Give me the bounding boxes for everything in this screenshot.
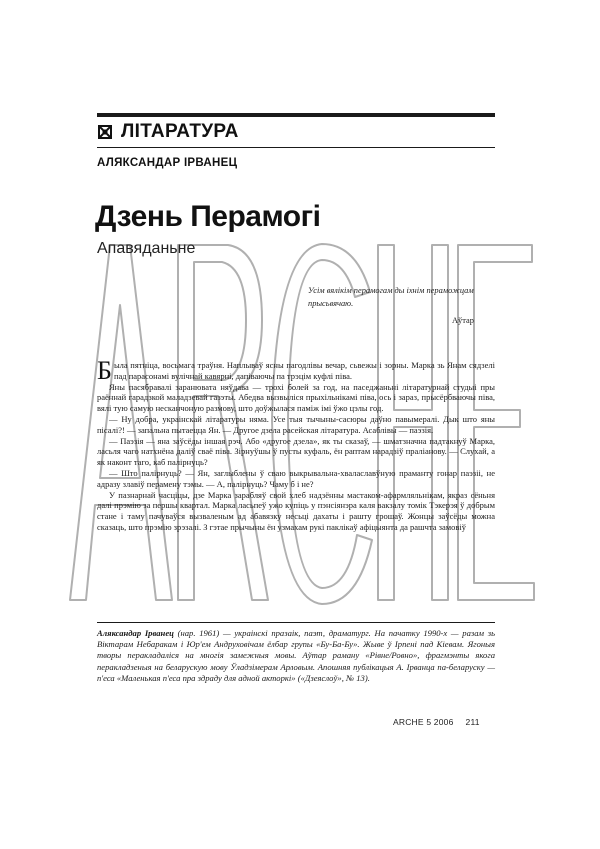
paragraph: Яны пасябравалі заранювата няўдава — трохі болей за год, на паседжаньні літаратурнай студыі пры раённай гарадзкой маладзевай газэты. Абедва вызвыліся прыхільнікамі піва, ось і зараз, прысёрбваючы піва, вялі тую самую несканчоную размову, што доўжылася паміж імі ўжо цэлы год. [97, 381, 495, 414]
page-number: 211 [465, 717, 480, 727]
author-bio [97, 628, 495, 684]
article-body [97, 356, 495, 533]
paragraph: — Ну добра, украінскай літаратуры няма. Усе тыя тычыны-сасюры даўно павымералі. Дык што яны пісалі?! — запальна пытаецца Ян. — Другое дзела расейская літаратура. Асаблівы — паэзія. [97, 413, 495, 435]
epigraph: Усім вялікім перамогам ды іхнім пераможцам прысьвячаю. [308, 286, 474, 308]
bio-author-name: Аляксандар Ірванец [97, 628, 174, 638]
section-header [97, 120, 239, 144]
paragraph-text: ыла пятніца, восьмага траўня. Наплываў ясны пагодлівы вечар, сьвежы і зорны. Марка зь Янам сядзелі пад парасонамі вулічнай кавярні, дапіваючы па трэцім куфлі піва. [113, 360, 495, 381]
paragraph: — Што палірнуць? — Ян, заглыблены ў сваю выкрывальна-хвалаславўную праманту гонар паэзіі, не адразу злавіў перамену тэмы. — А, палірнуць? Чаму б і не? [97, 467, 495, 489]
bio-text: (нар. 1961) — украінскі празаік, паэт, драматург. На пачатку 1990-х — разам зь Віктарам Небаракам і Юр'ем Андруховічам ёлбар групы «Бу-Ба-Бу». Жыве ў Ірпені пад Кіевам. Ягоныя творы перакладаліся на многія замежныя мовы. Аўтар раману «Рівне/Ровно», фрагмэнты якога перакладзеныя на беларускую мову Ўладзімерам Арловым. Апошняя публікацыя А. Ірванца па-беларуску — п'еса «Маленькая п'еса пра здраду для адной акторкі» («Дзеяслоў», № 13). [97, 628, 495, 683]
bio-divider [97, 622, 495, 623]
section-top-rule [97, 113, 495, 117]
paragraph: — Паэзія — яна заўсёды іншая рэч. Або «другое дзела», як ты сказаў, — шматзначна падтакнуў Марка, ласьля чаго натхнёна даліў сваё піва. Зірнуўшы ў пусты куфаль, ён раптам нарадзіў праліанову. — Слухай, а як наконт таго, каб палірнуць? [97, 435, 495, 468]
paragraph [97, 356, 495, 385]
section-title: ЛІТАРАТУРА [121, 121, 239, 142]
section-ornament-icon [97, 124, 113, 140]
journal-issue: ARCHE 5 2006 [393, 717, 454, 727]
article-subtitle: Апавяданьне [97, 240, 196, 257]
epigraph-author: Аўтар [452, 316, 474, 325]
section-bottom-rule [97, 147, 495, 148]
drop-cap: Б [97, 356, 112, 385]
paragraph: У пазнарнай часціцы, дзе Марка зарабляў свой хлеб надзённы мастаком-афармляльнікам, якраз сёньня далі прэмію за першы квартал. Марка ласьпеў ужо купіць у пэнсіянэра каля вакзалу томік Тэкерэя ў добрым стане і таму пачуваўся вызваленым ад абавязку несьці дахаты і рашту грошаў. Жонцы заўсёды можна сказаць, што прэмію зрэзалі. З гэтае прычыны ён узмахам рукі паклікаў афіцыянта да рашчта замовіў [97, 489, 495, 532]
page-footer [393, 717, 480, 727]
article-title: Дзень Перамогі [95, 200, 321, 233]
author-name: АЛЯКСАНДАР ІРВАНЕЦ [97, 157, 238, 169]
